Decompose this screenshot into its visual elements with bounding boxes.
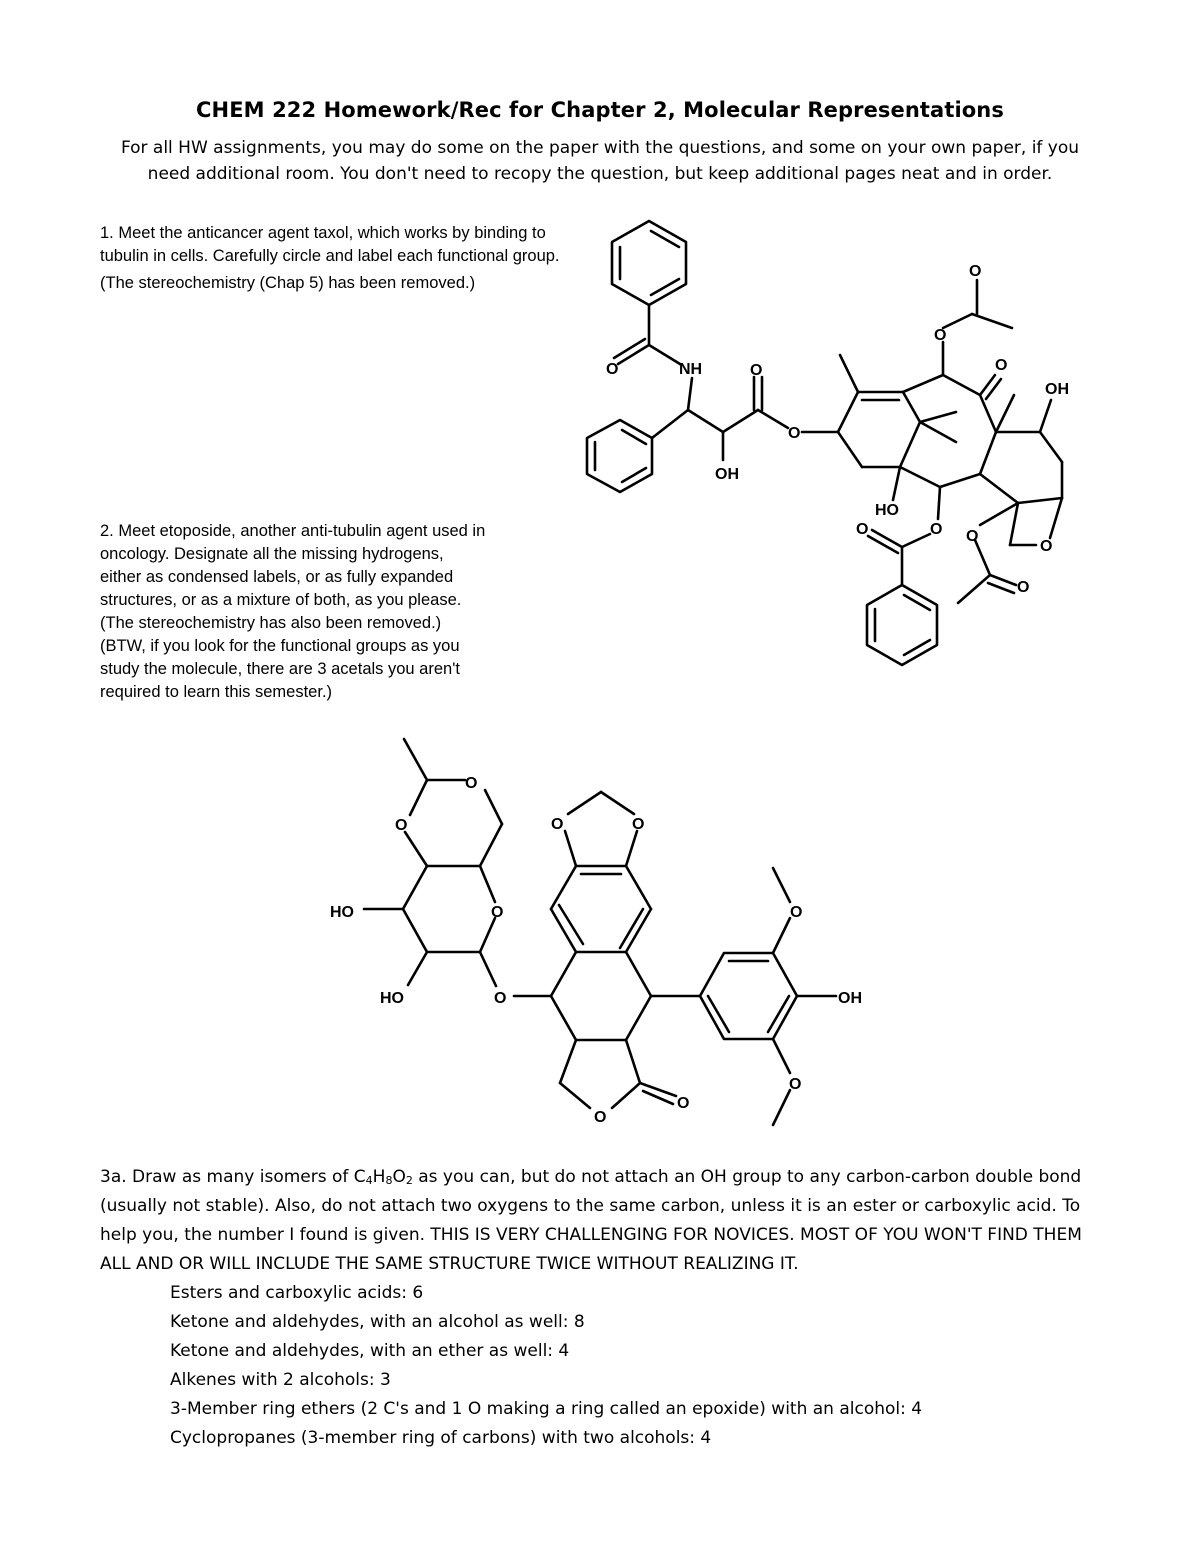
eto-o-dioxole-left: O: [551, 816, 564, 833]
question-2-line-6: (BTW, if you look for the functional groups as you: [100, 637, 460, 655]
question-2-line-7: study the molecule, there are 3 acetals you aren't: [100, 660, 460, 678]
eto-o-glycoside: O: [494, 990, 507, 1007]
eto-o-methoxy-top: O: [790, 904, 803, 921]
question-3a-prefix: 3a. Draw as many isomers of C: [100, 1167, 366, 1187]
formula-h: H: [372, 1167, 386, 1187]
question-2-line-4: structures, or as a mixture of both, as you please.: [100, 591, 462, 609]
question-2-line-1: 2. Meet etoposide, another anti-tubulin agent used in: [100, 522, 486, 540]
taxol-nh: NH: [679, 361, 703, 378]
eto-o-lactone-carbonyl: O: [677, 1095, 690, 1112]
eto-ho-upper: HO: [330, 904, 354, 921]
list-item: Ketone and aldehydes, with an ether as well: 4: [170, 1341, 570, 1361]
eto-o-sugar-left: O: [395, 817, 408, 834]
taxol-o-oxetane-acetate: O: [966, 528, 979, 545]
taxol-o-ester: O: [788, 425, 801, 442]
question-3a-text: [100, 1163, 1110, 1279]
taxol-o-ketone: O: [995, 357, 1008, 374]
taxol-oh-right: OH: [1045, 381, 1069, 398]
question-1-text: 1. Meet the anticancer agent taxol, which works by binding to tubulin in cells. Carefully circle and label each functional group.: [100, 224, 560, 265]
formula-c-subscript: 4: [365, 1174, 373, 1187]
question-2-line-3: either as condensed labels, or as fully expanded: [100, 568, 454, 586]
taxol-o-acetate: O: [934, 327, 947, 344]
list-item: Ketone and aldehydes, with an alcohol as well: 8: [170, 1312, 585, 1332]
taxol-o-oxetane: O: [1040, 538, 1053, 555]
taxol-o-top: O: [969, 263, 982, 280]
eto-o-methoxy-bottom: O: [789, 1076, 802, 1093]
intro-line-2: need additional room. You don't need to recopy the question, but keep additional pages neat and in order.: [147, 164, 1053, 184]
page-title: CHEM 222 Homework/Rec for Chapter 2, Molecular Representations: [196, 98, 1004, 122]
intro-line-1: For all HW assignments, you may do some on the paper with the questions, and some on your own paper, if you: [120, 138, 1080, 158]
etoposide-aryl-ring: [700, 953, 797, 1039]
formula-h-subscript: 8: [385, 1174, 393, 1187]
list-item: Cyclopropanes (3-member ring of carbons) with two alcohols: 4: [170, 1428, 712, 1448]
question-2-line-5: (The stereochemistry has also been removed.): [100, 614, 442, 632]
taxol-ho-bottom: HO: [875, 502, 899, 519]
question-1-note: (The stereochemistry (Chap 5) has been removed.): [100, 274, 476, 292]
taxol-o-benzoate-carbonyl: O: [856, 521, 869, 538]
taxol-o-amide: O: [606, 361, 619, 378]
eto-ho-lower: HO: [380, 990, 404, 1007]
eto-oh-phenol: OH: [838, 990, 862, 1007]
question-3a: [100, 1163, 1110, 1453]
taxol-o-acetate2-carbonyl: O: [1017, 579, 1030, 596]
eto-o-lactone: O: [594, 1109, 607, 1126]
list-item: Alkenes with 2 alcohols: 3: [170, 1370, 391, 1390]
question-2-line-8: required to learn this semester.): [100, 683, 333, 701]
isomer-count-list: [100, 1279, 1110, 1453]
eto-o-ring: O: [491, 904, 504, 921]
eto-o-dioxole-right: O: [632, 816, 645, 833]
list-item: 3-Member ring ethers (2 C's and 1 O making a ring called an epoxide) with an alcohol: 4: [170, 1399, 923, 1419]
taxol-o-benzoate: O: [930, 521, 943, 538]
eto-o-sugar-top: O: [465, 775, 478, 792]
taxol-o-ester-carbonyl: O: [750, 362, 763, 379]
question-2-line-2: oncology. Designate all the missing hydrogens,: [100, 545, 444, 563]
formula-o-subscript: 2: [405, 1174, 413, 1187]
list-item: Esters and carboxylic acids: 6: [170, 1283, 424, 1303]
taxol-oh-side: OH: [715, 466, 739, 483]
formula-o: O: [392, 1167, 406, 1187]
question-3a-rest: as you can, but do not attach an OH group to any carbon-carbon double bond (usually not stable). Also, do not attach two oxygens to the same carbon, unless it is an ester or carboxylic acid. To help you, the number I found is given. THIS IS VERY CHALLENGING FOR NOVICES. MOST OF YOU WON'T FIND THEM ALL AND OR WILL INCLUDE THE SAME STRUCTURE TWICE WITHOUT REALIZING IT.: [100, 1167, 1082, 1274]
